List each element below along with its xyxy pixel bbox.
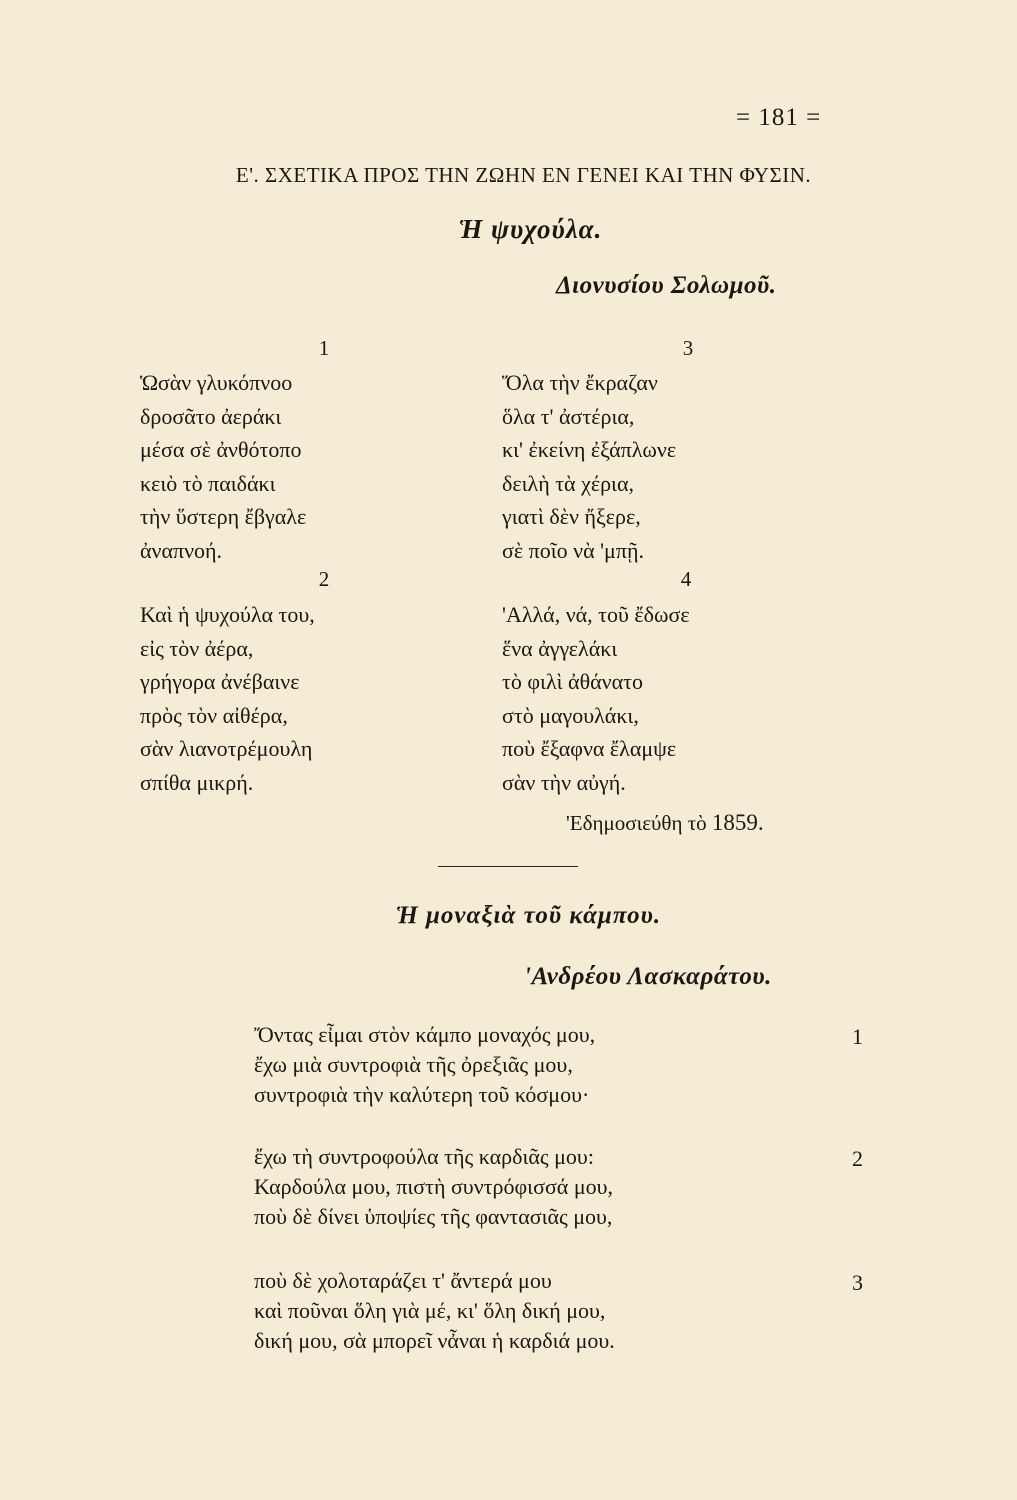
page-number: = 181 = [736,104,822,131]
publication-note-text: 'Εδημοσιεύθη τὸ [566,811,707,835]
verse-line: ἔχω μιὰ συντροφιὰ τῆς ὀρεξιᾶς μου, [254,1052,573,1077]
poem-author: 'Ανδρέου Λασκαράτου. [524,963,772,990]
verse-line: 'Αλλά, νά, τοῦ ἔδωσε [502,602,690,627]
verse-line: Καρδούλα μου, πιστὴ συντρόφισσά μου, [254,1174,614,1199]
verse-line: τὸ φιλὶ ἀθάνατο [502,669,643,694]
poem-title: Ἡ μοναξιὰ τοῦ κάμπου. [395,902,662,929]
verse-line: Ὡσὰν γλυκόπνοο [140,370,293,395]
verse-line: σὰν λιανοτρέμουλη [140,736,313,761]
verse-line: Ὅλα τὴν ἔκραζαν [502,370,658,395]
stanza [140,598,315,799]
verse-line: σὲ ποῖο νὰ 'μπῇ. [502,537,644,563]
verse-line: ποὺ δὲ δίνει ὑποψίες τῆς φαντασιᾶς μου, [254,1204,613,1229]
verse-line: εἰς τὸν ἀέρα, [140,635,254,661]
verse-line: γρήγορα ἀνέβαινε [140,669,300,694]
verse-line: σὰν τὴν αὐγή. [502,769,626,795]
verse-line: ὅλα τ' ἀστέρια, [502,403,635,429]
verse-line: Καὶ ἡ ψυχούλα του, [140,602,315,627]
stanza [254,1020,595,1110]
section-divider [438,866,578,867]
stanza [254,1142,613,1232]
stanza-number: 3 [852,1270,863,1295]
verse-line: κι' ἐκείνη ἐξάπλωνε [502,437,677,462]
verse-line: τὴν ὕστερη ἔβγαλε [140,504,307,529]
verse-line: ἔχω τὴ συντροφούλα τῆς καρδιᾶς μου: [254,1144,594,1169]
verse-line: καὶ ποῦναι ὅλη γιὰ μέ, κι' ὅλη δική μου, [254,1298,606,1323]
verse-line: ἕνα ἀγγελάκι [502,635,618,661]
verse-line: ποὺ ἔξαφνα ἔλαμψε [502,736,677,761]
stanza [140,366,306,567]
publication-year: 1859. [711,810,764,835]
publication-note [566,810,764,836]
poem-author: Διονυσίου Σολωμοῦ. [556,272,777,299]
stanza-number: 3 [682,336,694,360]
verse-line: δροσᾶτο ἀεράκι [140,403,282,429]
verse-line: ποὺ δὲ χολοταράζει τ' ἄντερά μου [254,1268,552,1293]
stanza-number: 4 [680,567,692,591]
verse-line: ἀναπνοή. [140,537,223,563]
verse-line: συντροφιὰ τὴν καλύτερη τοῦ κόσμου· [254,1082,590,1107]
stanza [254,1266,615,1356]
stanza [502,598,690,799]
stanza-number: 1 [318,336,330,360]
verse-line: σπίθα μικρή. [140,769,254,795]
verse-line: πρὸς τὸν αἰθέρα, [140,702,288,728]
stanza [502,366,676,567]
stanza-number: 2 [318,567,330,591]
stanza-number: 2 [852,1146,863,1171]
verse-line: μέσα σὲ ἀνθότοπο [140,437,302,462]
verse-line: Ὄντας εἶμαι στὸν κάμπο μοναχός μου, [254,1022,596,1047]
verse-line: στὸ μαγουλάκι, [502,702,639,728]
poem-title: Ἡ ψυχούλα. [458,214,603,244]
verse-line: δειλὴ τὰ χέρια, [502,470,634,496]
stanza-number: 1 [852,1024,863,1049]
verse-line: γιατὶ δὲν ἤξερε, [502,504,641,529]
verse-line: δική μου, σὰ μπορεῖ νἆναι ἡ καρδιά μου. [254,1328,615,1353]
section-title: Ε'. ΣΧΕΤΙΚΑ ΠΡΟΣ ΤΗΝ ΖΩΗΝ ΕΝ ΓΕΝΕΙ ΚΑΙ ΤΗΝ ΦΥΣΙΝ. [235,163,812,187]
verse-line: κειὸ τὸ παιδάκι [140,470,276,496]
